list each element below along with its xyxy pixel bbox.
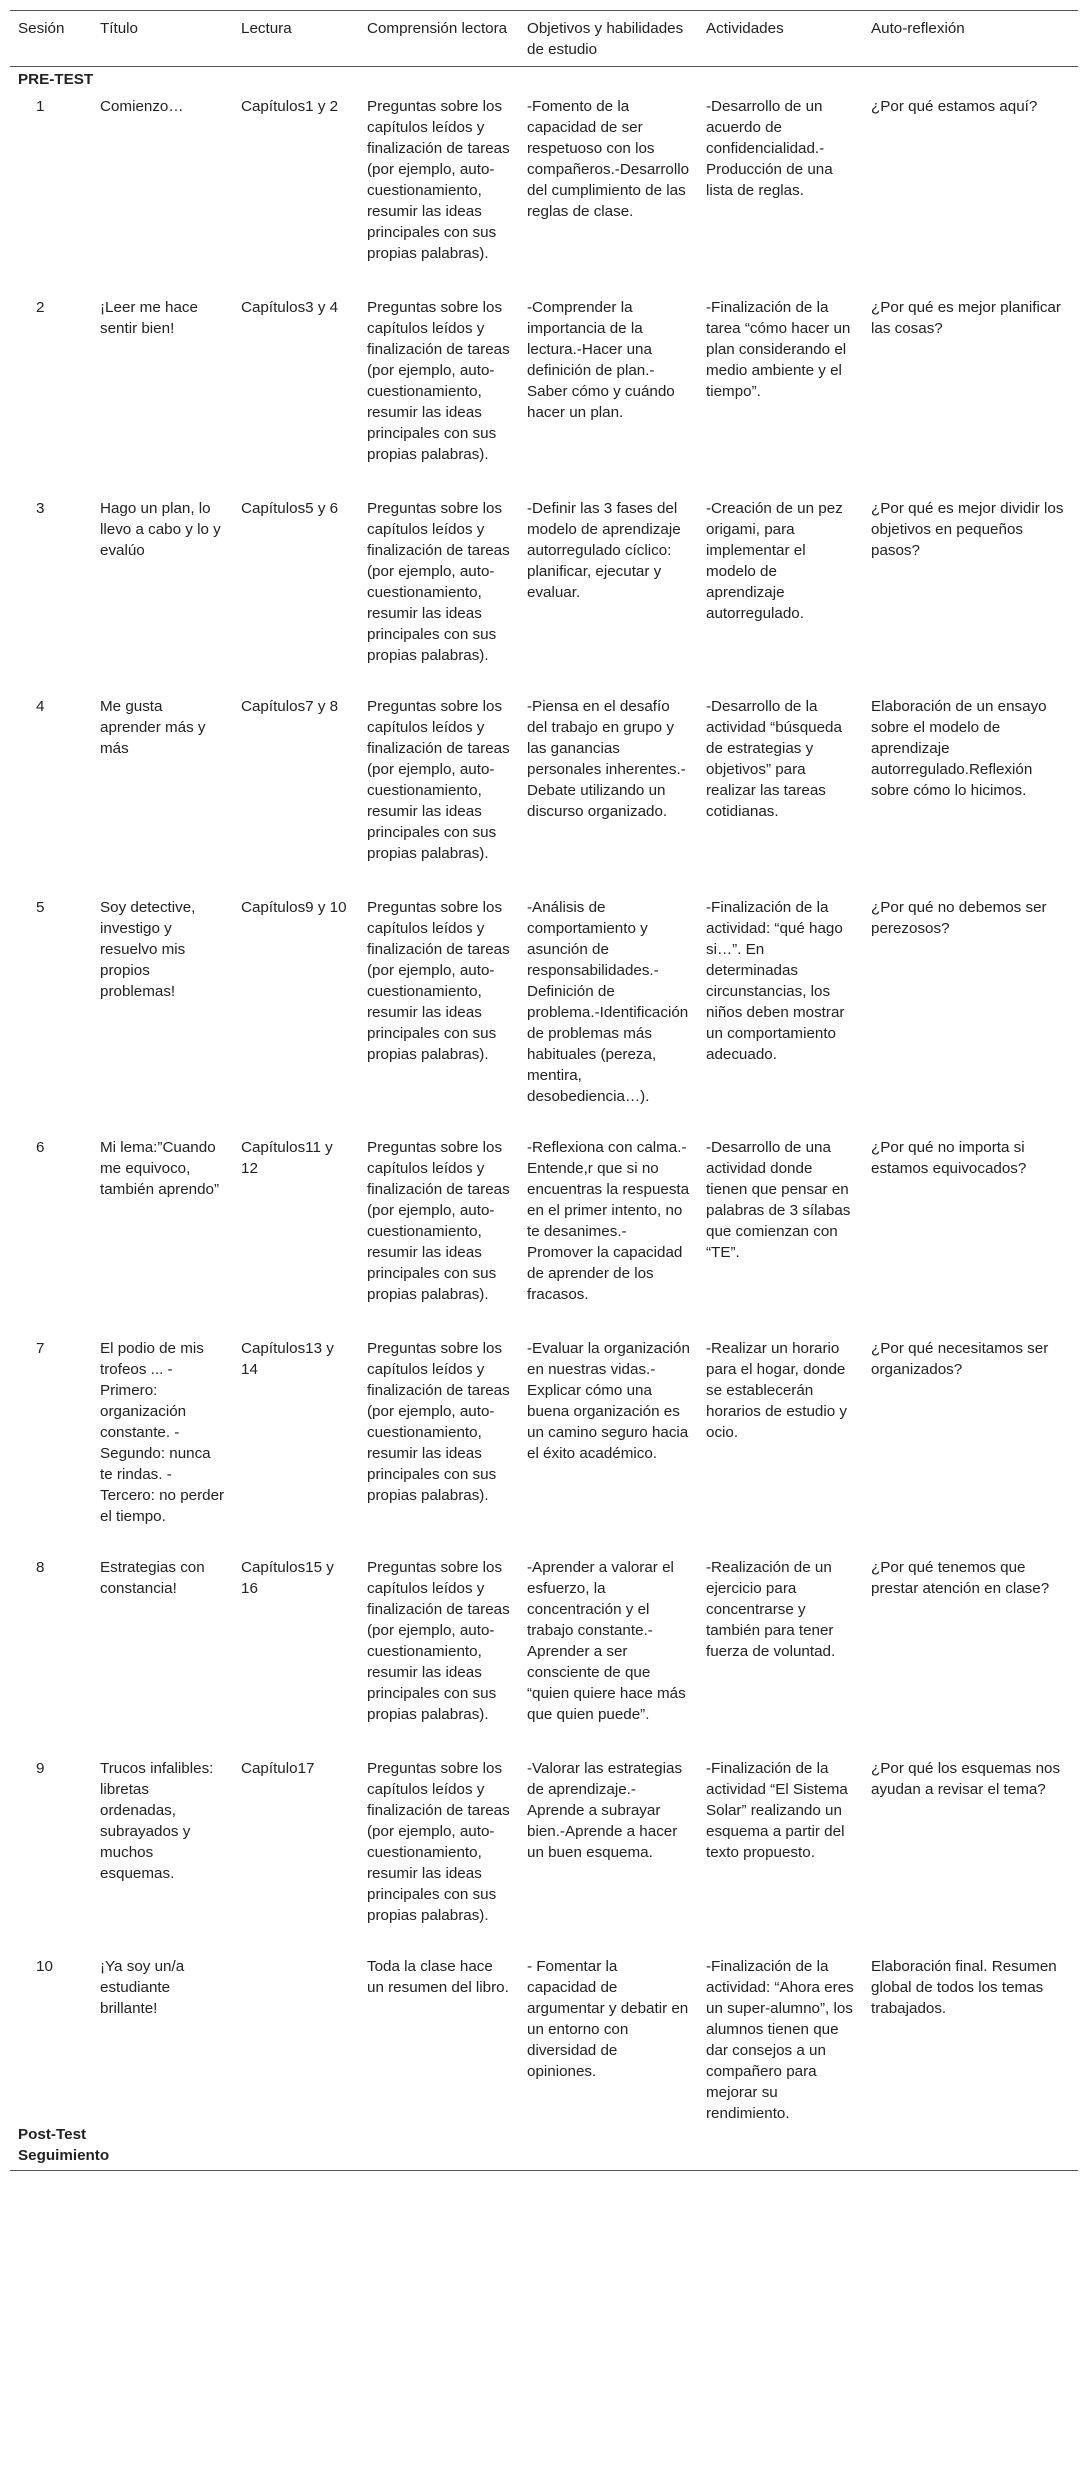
pre-test-label: PRE-TEST	[18, 71, 94, 88]
cell-objectives: -Aprender a valorar el esfuerzo, la concentración y el trabajo constante.-Aprender a ser consciente de que “quien quiere hace más que quien puede”.	[527, 1559, 686, 1723]
cell-comprehension: Preguntas sobre los capítulos leídos y finalización de tareas (por ejemplo, auto-cuestionamiento, resumir las ideas principales con sus propias palabras).	[367, 1340, 510, 1504]
cell-activities: -Realizar un horario para el hogar, donde se establecerán horarios de estudio y ocio.	[706, 1340, 847, 1441]
cell-comprehension: Preguntas sobre los capítulos leídos y finalización de tareas (por ejemplo, auto-cuestionamiento, resumir las ideas principales con sus propias palabras).	[367, 299, 510, 463]
cell-session: 4	[36, 698, 45, 715]
cell-reading	[233, 1956, 359, 2124]
cell-objectives: -Valorar las estrategias de aprendizaje.-Aprende a subrayar bien.-Aprende a hacer un buen esquema.	[527, 1760, 683, 1861]
cell-objectives: -Reflexiona con calma.-Entende,r que si no encuentras la respuesta en el primer intento, no te desanimes.-Promover la capacidad de aprender de los fracasos.	[527, 1139, 690, 1303]
cell-comprehension: Preguntas sobre los capítulos leídos y finalización de tareas (por ejemplo, auto-cuestionamiento, resumir las ideas principales con sus propias palabras).	[367, 1139, 510, 1303]
cell-session: 10	[36, 1958, 53, 1975]
cell-session: 8	[36, 1559, 45, 1576]
cell-session: 9	[36, 1760, 45, 1777]
cell-reflection: ¿Por qué tenemos que prestar atención en clase?	[871, 1559, 1050, 1597]
cell-objectives: -Comprender la importancia de la lectura.-Hacer una definición de plan.-Saber cómo y cuándo hacer un plan.	[527, 299, 675, 421]
cell-title: Me gusta aprender más y más	[100, 698, 206, 757]
cell-activities: -Realización de un ejercicio para concentrarse y también para tener fuerza de voluntad.	[706, 1559, 836, 1660]
cell-activities: -Desarrollo de la actividad “búsqueda de estrategias y objetivos” para realizar las tareas cotidianas.	[706, 698, 842, 820]
cell-title: El podio de mis trofeos ... -Primero: organización constante. -Segundo: nunca te rindas. -Tercero: no perder el tiempo.	[100, 1340, 225, 1525]
cell-title: Trucos infalibles: libretas ordenadas, subrayados y muchos esquemas.	[100, 1760, 214, 1882]
cell-objectives: -Análisis de comportamiento y asunción de responsabilidades.-Definición de problema.-Identificación de problemas más habituales (pereza, mentira, desobediencia…).	[527, 899, 689, 1105]
header-session: Sesión	[10, 11, 92, 67]
cell-comprehension: Toda la clase hace un resumen del libro.	[367, 1958, 509, 1996]
table-row	[10, 696, 1078, 897]
cell-reflection: Elaboración final. Resumen global de todos los temas trabajados.	[871, 1958, 1057, 2017]
cell-activities: -Finalización de la actividad: “qué hago si…”. En determinadas circunstancias, los niños deben mostrar un comportamiento adecuado.	[706, 899, 845, 1063]
follow-up-row	[10, 2145, 1078, 2171]
table-row	[10, 90, 1078, 297]
table-row	[10, 1758, 1078, 1956]
cell-activities: -Desarrollo de un acuerdo de confidencialidad.-Producción de una lista de reglas.	[706, 98, 833, 199]
cell-comprehension: Preguntas sobre los capítulos leídos y finalización de tareas (por ejemplo, auto-cuestionamiento, resumir las ideas principales con sus propias palabras).	[367, 500, 510, 664]
cell-activities: -Finalización de la actividad “El Sistema Solar” realizando un esquema a partir del texto propuesto.	[706, 1760, 848, 1861]
cell-reflection: ¿Por qué no debemos ser perezosos?	[871, 899, 1047, 937]
cell-objectives: -Piensa en el desafío del trabajo en grupo y las ganancias personales inherentes.-Debate utilizando un discurso organizado.	[527, 698, 686, 820]
pre-test-row	[10, 67, 1078, 91]
cell-objectives: -Definir las 3 fases del modelo de aprendizaje autorregulado cíclico: planificar, ejecutar y evaluar.	[527, 500, 681, 601]
table-row	[10, 297, 1078, 498]
cell-title: Soy detective, investigo y resuelvo mis propios problemas!	[100, 899, 196, 1000]
cell-comprehension: Preguntas sobre los capítulos leídos y finalización de tareas (por ejemplo, auto-cuestionamiento, resumir las ideas principales con sus propias palabras).	[367, 1559, 510, 1723]
header-reflection: Auto-reflexión	[863, 11, 1078, 67]
cell-reading: Capítulos5 y 6	[241, 500, 339, 517]
cell-session: 6	[36, 1139, 45, 1156]
cell-comprehension: Preguntas sobre los capítulos leídos y finalización de tareas (por ejemplo, auto-cuestionamiento, resumir las ideas principales con sus propias palabras).	[367, 98, 510, 262]
cell-reflection: ¿Por qué estamos aquí?	[871, 98, 1038, 115]
cell-reflection: ¿Por qué no importa si estamos equivocados?	[871, 1139, 1027, 1177]
table-row	[10, 1338, 1078, 1557]
cell-reflection: ¿Por qué es mejor planificar las cosas?	[871, 299, 1061, 337]
cell-reflection: ¿Por qué es mejor dividir los objetivos en pequeños pasos?	[871, 500, 1064, 559]
table-row	[10, 1956, 1078, 2124]
cell-activities: -Finalización de la tarea “cómo hacer un plan considerando el medio ambiente y el tiempo”.	[706, 299, 851, 400]
cell-objectives: - Fomentar la capacidad de argumentar y debatir en un entorno con diversidad de opiniones.	[527, 1958, 689, 2080]
header-title: Título	[92, 11, 233, 67]
follow-up-label: Seguimiento	[10, 2145, 1078, 2171]
cell-session: 2	[36, 299, 45, 316]
cell-title: ¡Leer me hace sentir bien!	[100, 299, 198, 337]
cell-reading: Capítulos7 y 8	[241, 698, 339, 715]
cell-activities: -Desarrollo de una actividad donde tienen que pensar en palabras de 3 sílabas que comienzan con “TE”.	[706, 1139, 851, 1261]
table-header-row	[10, 11, 1078, 67]
cell-objectives: -Fomento de la capacidad de ser respetuoso con los compañeros.-Desarrollo del cumplimiento de las reglas de clase.	[527, 98, 690, 220]
table-row	[10, 1557, 1078, 1758]
header-comprehension: Comprensión lectora	[359, 11, 519, 67]
cell-reading: Capítulos11 y 12	[241, 1139, 333, 1177]
table-row	[10, 897, 1078, 1137]
cell-title: Mi lema:”Cuando me equivoco, también aprendo”	[100, 1139, 220, 1198]
cell-title: Estrategias con constancia!	[100, 1559, 205, 1597]
cell-session: 5	[36, 899, 45, 916]
cell-session: 1	[36, 98, 45, 115]
cell-title: ¡Ya soy un/a estudiante brillante!	[100, 1958, 185, 2017]
cell-title: Comienzo…	[100, 98, 184, 115]
cell-reflection: ¿Por qué necesitamos ser organizados?	[871, 1340, 1049, 1378]
cell-reflection: ¿Por qué los esquemas nos ayudan a revisar el tema?	[871, 1760, 1061, 1798]
post-test-row	[10, 2124, 1078, 2145]
cell-reading: Capítulos15 y 16	[241, 1559, 334, 1597]
post-test-label: Post-Test	[18, 2126, 87, 2143]
cell-activities: -Finalización de la actividad: “Ahora eres un super-alumno”, los alumnos tienen que dar consejos a un compañero para mejorar su rendimiento.	[706, 1958, 854, 2122]
cell-session: 7	[36, 1340, 45, 1357]
cell-session: 3	[36, 500, 45, 517]
cell-reading: Capítulo17	[241, 1760, 315, 1777]
header-objectives: Objetivos y habilidades de estudio	[519, 11, 698, 67]
cell-comprehension: Preguntas sobre los capítulos leídos y finalización de tareas (por ejemplo, auto-cuestionamiento, resumir las ideas principales con sus propias palabras).	[367, 899, 510, 1063]
sessions-table	[10, 10, 1078, 2171]
table-row	[10, 1137, 1078, 1338]
cell-objectives: -Evaluar la organización en nuestras vidas.-Explicar cómo una buena organización es un camino seguro hacia el éxito académico.	[527, 1340, 690, 1462]
cell-reading: Capítulos3 y 4	[241, 299, 339, 316]
table-row	[10, 498, 1078, 696]
cell-reflection: Elaboración de un ensayo sobre el modelo de aprendizaje autorregulado.Reflexión sobre cómo lo hicimos.	[871, 698, 1047, 799]
header-activities: Actividades	[698, 11, 863, 67]
cell-activities: -Creación de un pez origami, para implementar el modelo de aprendizaje autorregulado.	[706, 500, 843, 622]
cell-reading: Capítulos1 y 2	[241, 98, 339, 115]
cell-comprehension: Preguntas sobre los capítulos leídos y finalización de tareas (por ejemplo, auto-cuestionamiento, resumir las ideas principales con sus propias palabras).	[367, 1760, 510, 1924]
cell-reading: Capítulos13 y 14	[241, 1340, 334, 1378]
header-reading: Lectura	[233, 11, 359, 67]
cell-comprehension: Preguntas sobre los capítulos leídos y finalización de tareas (por ejemplo, auto-cuestionamiento, resumir las ideas principales con sus propias palabras).	[367, 698, 510, 862]
cell-title: Hago un plan, lo llevo a cabo y lo y evalúo	[100, 500, 221, 559]
cell-reading: Capítulos9 y 10	[241, 899, 347, 916]
